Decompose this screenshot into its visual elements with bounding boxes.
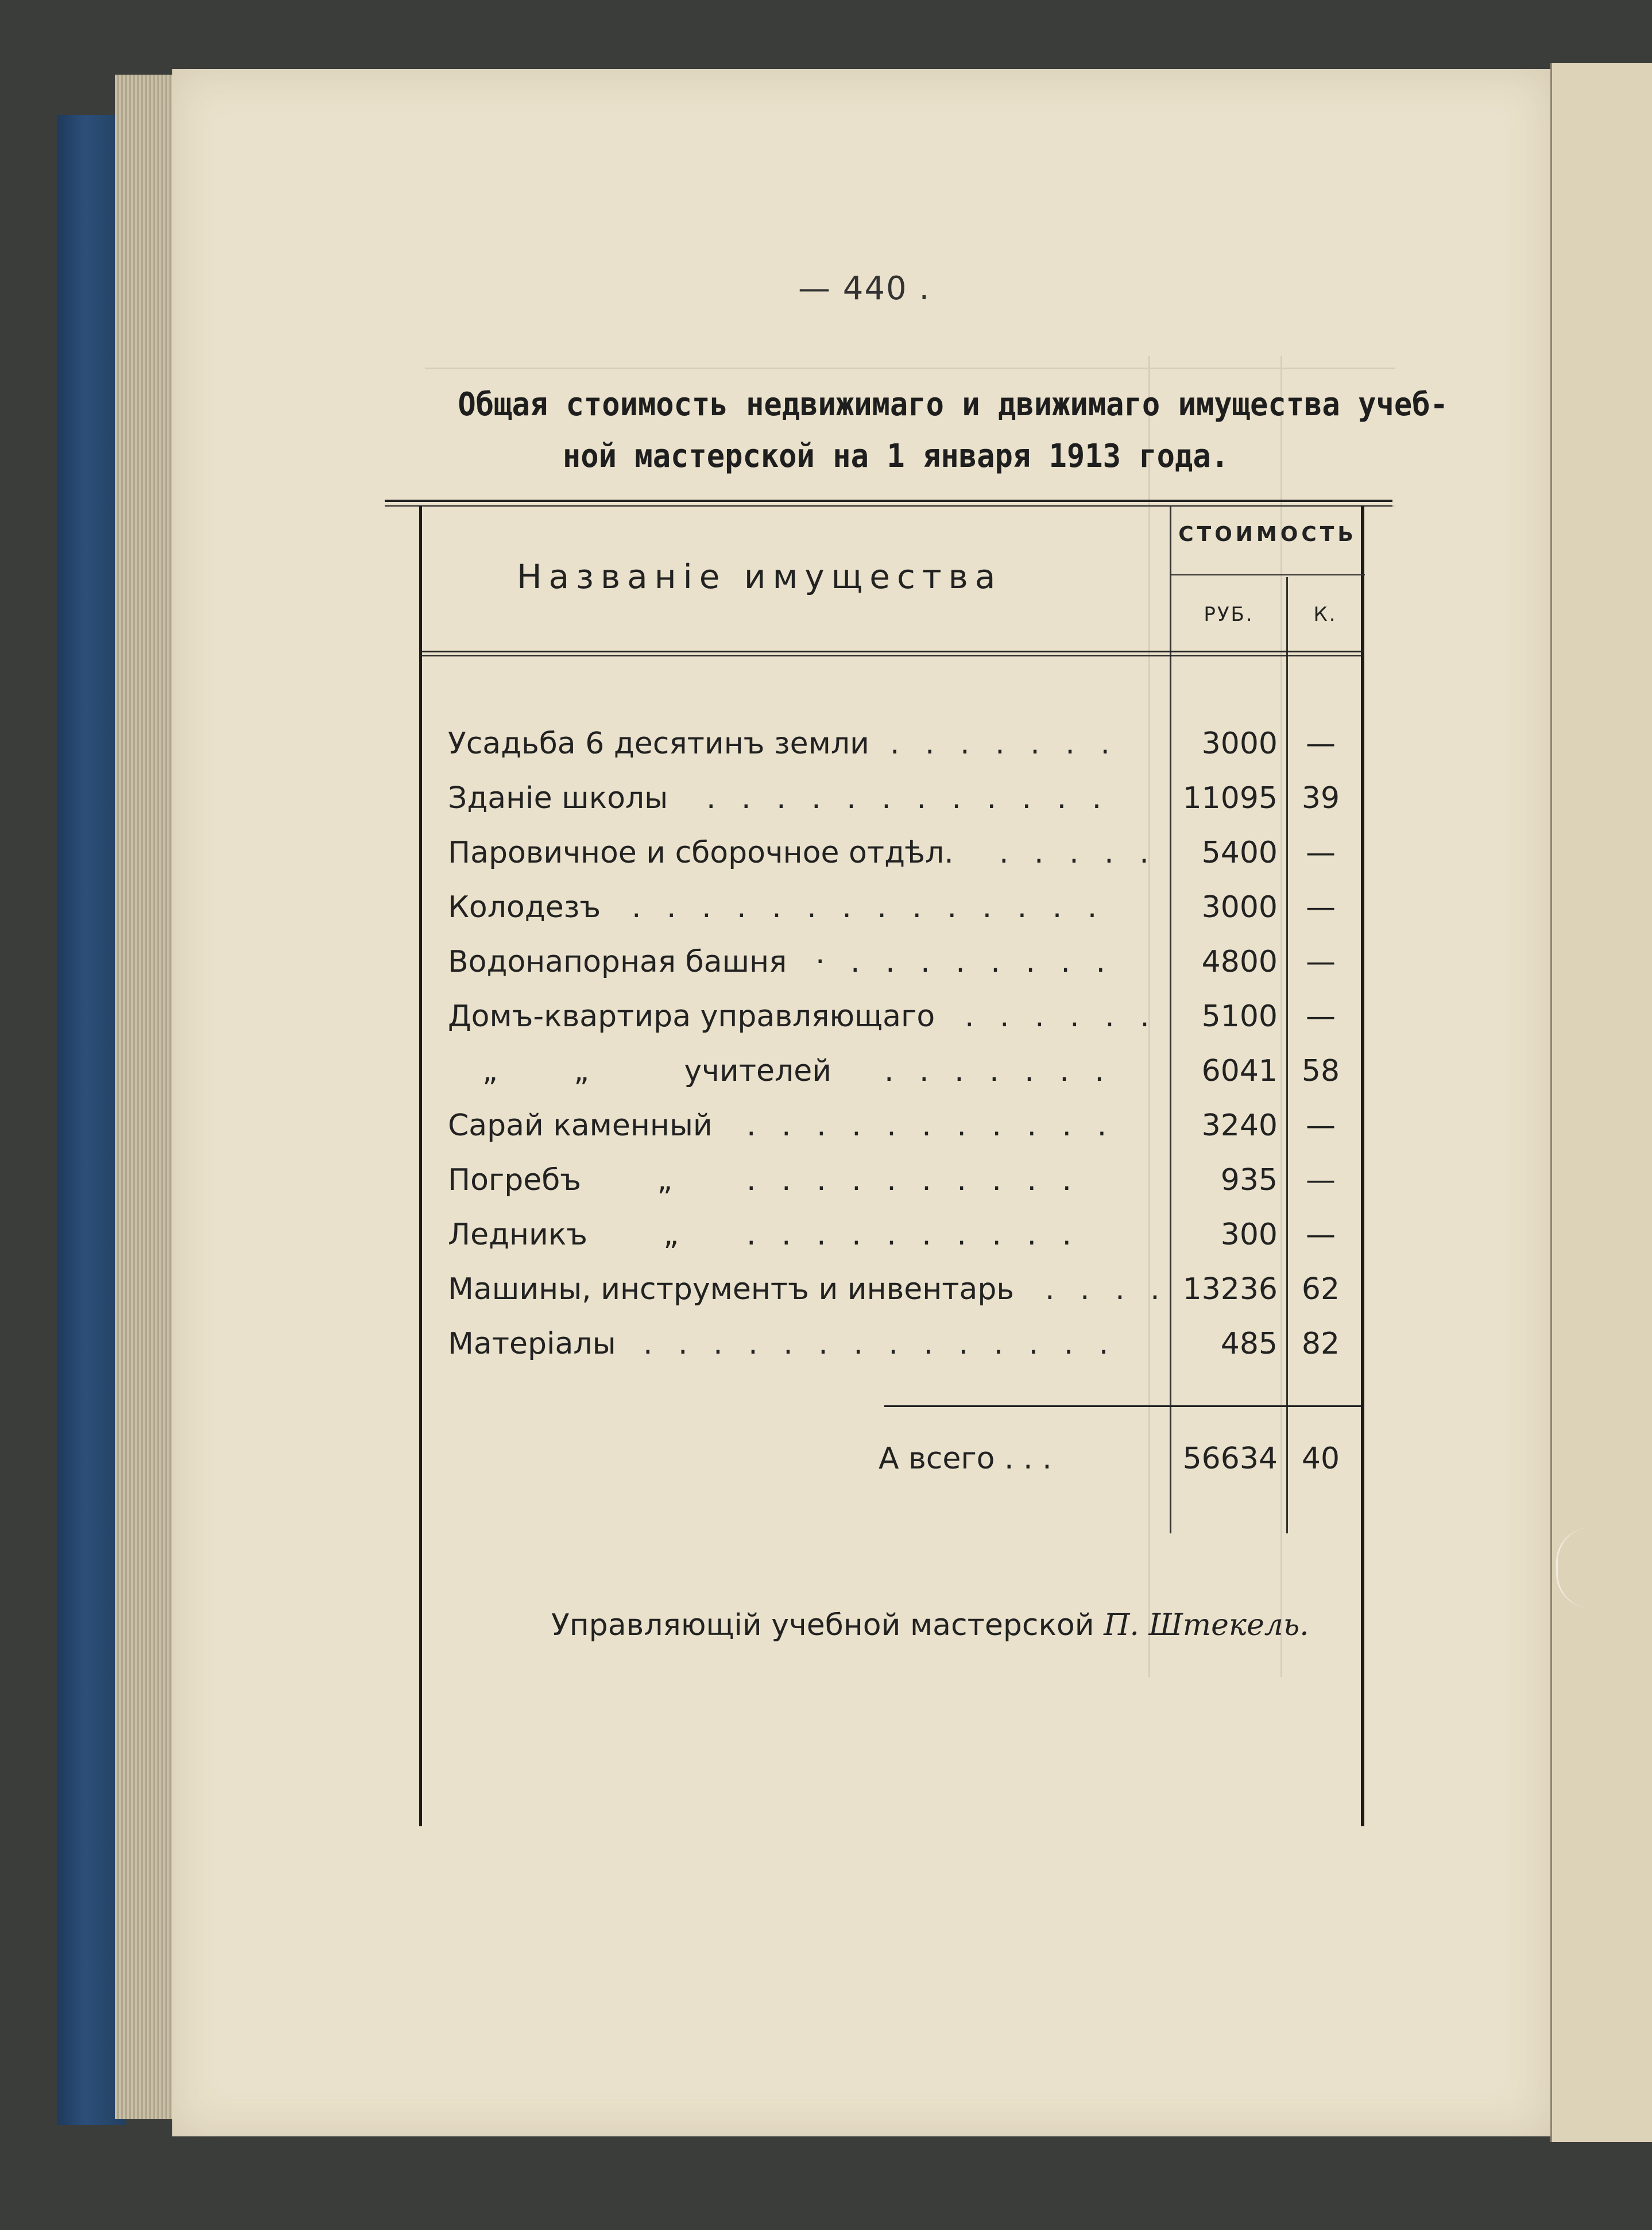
- row-dots: . . . . . . .: [890, 726, 1118, 761]
- header-value-group: СТОИМОСТЬ: [1178, 523, 1357, 546]
- total-rub: 56634: [1182, 1441, 1278, 1476]
- row-rub: 3000: [1201, 726, 1278, 761]
- row-name: Матеріалы: [448, 1327, 616, 1361]
- table-row: [448, 836, 1361, 887]
- header-bottom-rule-thin: [419, 655, 1364, 656]
- row-kop: 58: [1301, 1054, 1340, 1088]
- header-name: Названіе имущества: [517, 557, 1003, 596]
- row-rub: 300: [1220, 1218, 1278, 1252]
- title-line-2: ной мастерской на 1 января 1913 года.: [562, 438, 1229, 475]
- row-dots: · . . . . . . . .: [815, 945, 1113, 979]
- row-rub: 5100: [1201, 999, 1278, 1034]
- row-rub: 935: [1220, 1163, 1278, 1197]
- row-kop: 39: [1301, 781, 1340, 816]
- row-name: Колодезъ: [448, 890, 601, 925]
- row-kop: —: [1306, 999, 1336, 1034]
- row-dots: . . . . . . . . . . .: [746, 1108, 1115, 1143]
- row-name: Водонапорная башня: [448, 945, 787, 979]
- table-row: [448, 890, 1361, 942]
- row-dots: . . . . . . . . . .: [746, 1218, 1080, 1252]
- row-name: Сарай каменный: [448, 1108, 713, 1143]
- binding-thread: [1556, 1528, 1650, 1608]
- value-group-rule: [1170, 574, 1365, 575]
- header-rub: РУБ.: [1204, 603, 1254, 626]
- page-title: [458, 379, 1448, 482]
- page-number: — 440 .: [798, 270, 931, 307]
- row-name: Ледникъ „: [448, 1218, 679, 1252]
- table-row: [448, 999, 1361, 1051]
- row-kop: —: [1306, 890, 1336, 925]
- signature-prefix: Управляющій учебной мастерской: [551, 1608, 1094, 1642]
- table-top-rule: [385, 500, 1392, 502]
- table-row: [448, 1108, 1361, 1160]
- table-row: [448, 726, 1361, 778]
- row-rub: 5400: [1201, 836, 1278, 870]
- table-top-rule-thin: [385, 505, 1392, 507]
- row-kop: —: [1306, 836, 1336, 870]
- header-kop: К.: [1313, 603, 1337, 626]
- table-row: [448, 945, 1361, 996]
- row-rub: 3000: [1201, 890, 1278, 925]
- table-row: [448, 781, 1361, 833]
- table-row: [448, 1327, 1361, 1378]
- row-dots: . . . . . .: [965, 999, 1158, 1034]
- row-dots: . . . . . . .: [884, 1054, 1112, 1088]
- total-kop: 40: [1301, 1441, 1340, 1476]
- row-kop: 62: [1301, 1272, 1340, 1307]
- signature-name: П. Штекель.: [1104, 1608, 1309, 1642]
- row-rub: 11095: [1182, 781, 1278, 816]
- total-rule: [884, 1405, 1361, 1407]
- row-name: Паровичное и сборочное отдѣл.: [448, 836, 954, 870]
- total-label: А всего . . .: [879, 1441, 1052, 1476]
- facing-page: [1550, 63, 1652, 2142]
- row-name: Домъ-квартира управляющаго: [448, 999, 935, 1034]
- table-row: [448, 1054, 1361, 1106]
- row-kop: —: [1306, 1218, 1336, 1252]
- row-kop: —: [1306, 726, 1336, 761]
- table-row: [448, 1163, 1361, 1215]
- row-name: „ „ учителей: [482, 1054, 832, 1088]
- table-left-rule: [419, 505, 422, 1826]
- table-row: [448, 1272, 1361, 1324]
- table-row: [448, 1218, 1361, 1269]
- row-kop: —: [1306, 1108, 1336, 1143]
- row-dots: . . . . . . . . . .: [746, 1163, 1080, 1197]
- row-dots: . . . .: [1045, 1272, 1168, 1307]
- row-dots: . . . . .: [999, 836, 1157, 870]
- row-kop: —: [1306, 945, 1336, 979]
- row-name: Погребъ „: [448, 1163, 673, 1197]
- title-line-1: Общая стоимость недвижимаго и движимаго имущества учеб-: [458, 386, 1448, 423]
- table-right-rule: [1361, 505, 1364, 1826]
- row-name: Усадьба 6 десятинъ земли: [448, 726, 869, 761]
- row-rub: 4800: [1201, 945, 1278, 979]
- row-rub: 6041: [1201, 1054, 1278, 1088]
- row-rub: 3240: [1201, 1108, 1278, 1143]
- row-rub: 485: [1220, 1327, 1278, 1361]
- row-name: Машины, инструментъ и инвентарь: [448, 1272, 1015, 1307]
- header-bottom-rule: [419, 651, 1364, 652]
- row-dots: . . . . . . . . . . . . . .: [643, 1327, 1117, 1361]
- row-kop: 82: [1301, 1327, 1340, 1361]
- signature-line: [551, 1608, 1309, 1642]
- row-rub: 13236: [1182, 1272, 1278, 1307]
- row-dots: . . . . . . . . . . . . . .: [632, 890, 1105, 925]
- row-kop: —: [1306, 1163, 1336, 1197]
- row-name: Зданіе школы: [448, 781, 668, 816]
- row-dots: . . . . . . . . . . . .: [706, 781, 1110, 816]
